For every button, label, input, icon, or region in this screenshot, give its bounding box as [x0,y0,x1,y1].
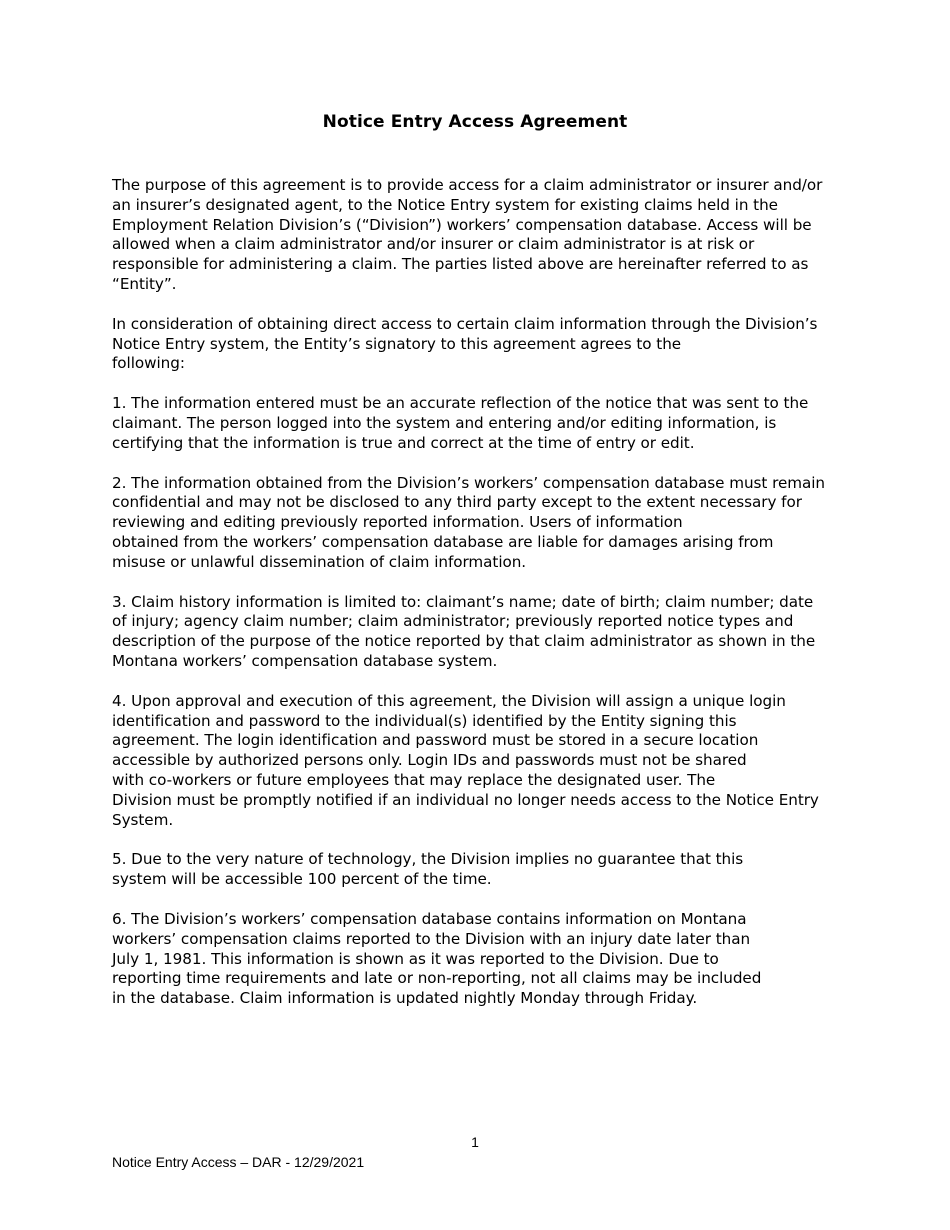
term-6-paragraph: 6. The Division’s workers’ compensation database contains information on Montana workers’ compensation claims reported to the Division with an injury date later than July 1, 1981. This information is shown as it was reported to the Division. Due to reporting time requirements and late or non-reporting, not all claims may be included in the database. Claim information is updated nightly Monday through Friday. [112,909,762,1008]
document-title: Notice Entry Access Agreement [322,112,628,132]
term-2-paragraph: 2. The information obtained from the Division’s workers’ compensation database must remain confidential and may not be disclosed to any third party except to the extent necessary for reviewing and editing previously reported information. Users of information obtained from the workers’ compensation database are liable for damages arising from misuse or unlawful dissemination of claim information. [112,473,825,571]
purpose-paragraph: The purpose of this agreement is to provide access for a claim administrator or insurer and/or an insurer’s designated agent, to the Notice Entry system for existing claims held in the Employment Relation Division’s (“Division”) workers’ compensation database. Access will be allowed when a claim administrator and/or insurer or claim administrator is at risk or responsible for administering a claim. The parties listed above are hereinafter referred to as “Entity”. [112,176,823,293]
agreement-body [112,176,842,1029]
consideration-paragraph: In consideration of obtaining direct access to certain claim information through the Division’s Notice Entry system, the Entity’s signatory to this agreement agrees to the following: [112,314,818,373]
term-1-paragraph: 1. The information entered must be an accurate reflection of the notice that was sent to the claimant. The person logged into the system and entering and/or editing information, is certifying that the information is true and correct at the time of entry or edit. [112,394,809,452]
page-number: 1 [471,1134,479,1150]
page-footer: Notice Entry Access – DAR - 12/29/2021 [112,1154,365,1170]
term-5-paragraph: 5. Due to the very nature of technology, the Division implies no guarantee that this system will be accessible 100 percent of the time. [112,850,744,889]
term-3-paragraph: 3. Claim history information is limited to: claimant’s name; date of birth; claim number; date of injury; agency claim number; claim administrator; previously reported notice types and description of the purpose of the notice reported by that claim administrator as shown in the Montana workers’ compensation database system. [112,592,816,670]
term-4-paragraph: 4. Upon approval and execution of this agreement, the Division will assign a unique login identification and password to the individual(s) identified by the Entity signing this agreement. The login identification and password must be stored in a secure location accessible by authorized persons only. Login IDs and passwords must not be shared with co-workers or future employees that may replace the designated user. The Division must be promptly notified if an individual no longer needs access to the Notice Entry System. [112,691,819,829]
